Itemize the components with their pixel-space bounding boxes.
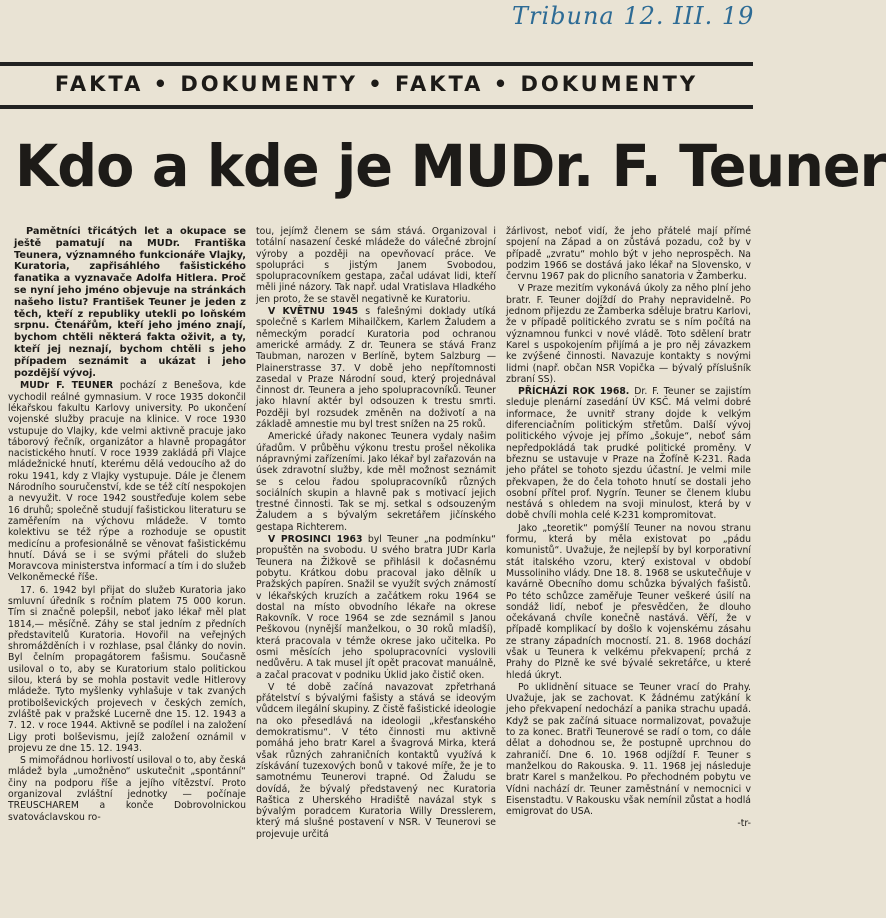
article-headline: Kdo a kde je MUDr. F. Teuner bbox=[15, 132, 886, 200]
paragraph: Americké úřady nakonec Teunera vydaly našim úřadům. V průběhu výkonu trestu prošel několika nápravnými zařízeními. Jako lékař byl zařazován na úsek zdravotní služby, kde měl možnost seznámit se s celou řadou spolupracovníků různých sociálních skupin a hlavně pak s motivací jejich trestné činnosti. Tak se mj. setkal s odsouzeným Žaludem a s bývalým sekretářem jičínského gestapa Richterem. bbox=[256, 431, 496, 533]
section-banner: FAKTA • DOKUMENTY • FAKTA • DOKUMENTY bbox=[54, 72, 699, 96]
paragraph: S mimořádnou horlivostí usiloval o to, aby česká mládež byla „umožněno“ uskutečnit „spontánní“ činy na podporu říše a jejího vítězství. Proto organizoval zvláštní jednotky — počínaje TREUSCHAREM a konče Dobrovolnickou svatováclavskou ro- bbox=[8, 755, 246, 823]
rule-top bbox=[0, 62, 753, 66]
subheading: V PROSINCI 1963 bbox=[268, 534, 363, 546]
paragraph: V Praze mezitím vykonává úkoly za něho plní jeho bratr. F. Teuner dojíždí do Prahy nepravidelně. Po jednom přijezdu ze Žamberka sděluje bratru Karlovi, že v případě politického zvratu se s ním počítá na významnou funkci v nové vládě. Toto sdělení bratr Karel s uspokojením přijímá a je pro něj závazkem ke zvýšené činnosti. Navazuje kontakty s novými lidmi (např. občan NSR Vopička — bývalý příslušník zbraní SS). bbox=[506, 283, 751, 385]
paragraph-lead: MUDr F. TEUNER bbox=[20, 380, 114, 392]
paragraph bbox=[8, 380, 246, 583]
paragraph: žárlivost, neboť vidí, že jeho přátelé mají přímé spojení na Západ a on zůstává pozadu, což by v případě „zvratu“ mohlo být v jeho neprospěch. Na podzim 1966 se dostává jako lékař na Slovensko, v červnu 1967 pak do plicního sanatoria v Žamberku. bbox=[506, 226, 751, 283]
article-intro bbox=[8, 226, 246, 379]
subheading: V KVĚTNU 1945 bbox=[268, 306, 359, 318]
paragraph: tou, jejímž členem se sám stává. Organizoval i totální nasazení české mládeže do válečné zbrojní výroby a později na opevňovací práce. Ve spolupráci s jistým Janem Svobodou, spolupracovníkem gestapa, začal udávat lidi, kteří měli jiné názory. Tak např. udal Vratislava Hladkého jen proto, že se stavěl negativně ke Kuratoriu. bbox=[256, 226, 496, 305]
article-column-2 bbox=[256, 226, 496, 916]
subheading: PŘÍCHÁZÍ ROK 1968. bbox=[518, 386, 630, 398]
paragraph bbox=[256, 534, 496, 681]
article-column-1 bbox=[8, 226, 246, 916]
paragraph: Jako „teoretik“ pomýšlí Teuner na novou stranu formu, která by měla existovat po „pádu komunistů“. Uvažuje, že nejlepší by byl korporativní stát italského vzoru, který existoval v období Mussoliniho vlády. Dne 18. 8. 1968 se uskutečňuje v kavárně Obecního domu schůzka bývalých fašistů. Po této schůzce zaměřuje Teuner veškeré úsilí na sondáž lidí, neboť je přesvědčen, že dlouho očekávaná chvíle konečně nastává. Věří, že v případě komplikací by došlo k vojenskému zásahu ze strany západních mocností. 21. 8. 1968 dochází však u Teunera k velkému překvapení; prchá z Prahy do Plzně ke své bývalé sekretářce, u které hledá úkryt. bbox=[506, 522, 751, 681]
paragraph: 17. 6. 1942 byl přijat do služeb Kuratoria jako smluvní úředník s ročním platem 75 000 korun. Tím si značně polepšil, neboť jako lékař měl plat 1814,— měsíčně. Záhy se stal jedním z předních představitelů Kuratoria. Hovořil na veřejných shromážděních i v rozhlase, psal články do novin. Byl čelním propagátorem fašismu. Současně usiloval o to, aby se Kuratorium stalo politickou silou, která by se mohla postavit vedle Hitlerovy mládeže. Tyto myšlenky vyhlašuje v tak zvaných protibolševických projevech v českých zemích, zvláště pak v pražské Lucerně dne 15. 12. 1943 a 7. 12. v roce 1944. Aktivně se podílel i na založení Ligy proti bolševismu, jejíž založení oznámil v projevu ze dne 15. 12. 1943. bbox=[8, 584, 246, 754]
paragraph bbox=[256, 306, 496, 430]
paragraph-text: pochází z Benešova, kde vychodil reálné gymnasium. V roce 1935 dokončil lékařskou fakultu Karlovy university. Po ukončení vojenské služby pracuje na klinice. V roce 1930 vstupuje do Vlajky, kde velmi aktivně pracuje jako táborový řečník, organizátor a hlavně propagátor nacistického hnutí. V roce 1939 zakládá při Vlajce mládežnické hnutí, kterému dělá vedoucího až do roku 1941, kdy z Vlajky vystupuje. Dále je členem Národního souručenství, kde se též cítí nespokojen a nevyužit. V roce 1942 soustřeďuje kolem sebe 16 druhů; společně studují fašistickou literaturu se zaměřením na výchovu mládeže. V tomto kolektivu se též rýpe a rozhoduje se opustit medicínu a profesionálně se věnovat fašistickému hnutí. Dává se i se svými přáteli do služeb Moravcova ministerstva informací a tím i do služeb Velkoněmecké říše. bbox=[8, 380, 246, 584]
paragraph-text: s falešnými doklady utíká společně s Karlem Mihailčkem, Karlem Žaludem a německým poradcí Kuratoria pod ochranou americké armády. Z dr. Teunera se stává Franz Taubman, narozen v Berlíně, bytem Salzburg — Plainerstrasse 37. V době jeho nepřítomnosti zasedal v Praze Národní soud, který projednával činnost dr. Teunera a jeho spolupracovníků. Teuner jako hlavní aktér byl odsouzen k trestu smrti. Později byl rozsudek změněn na doživotí a na základě amnestie mu byl trest snížen na 25 roků. bbox=[256, 306, 496, 431]
rule-mid bbox=[0, 105, 753, 109]
author-signature: -tr- bbox=[737, 818, 751, 830]
paragraph: V té době začíná navazovat zpřetrhaná přátelství s bývalými fašisty a stává se ideovým vůdcem ilegální skupiny. Z čistě fašistické ideologie na oko přesedlává na ideologii „křesťanského demokratismu“. V této činnosti mu aktivně pomáhá jeho bratr Karel a švagrová Mirka, která však různých zahraničních kontaktů využívá k získávání tuzexových bonů v takové míře, že je to samotnému Teunerovi trapné. Od Žaludu se dovídá, že bývalý představený nec Kuratoria Raštica z Uherského Hradiště navázal styk s bývalým poradcem Kuratoria Willy Dresslerem, který má slušné postavení v NSR. V Teunerovi se projevuje určitá bbox=[256, 681, 496, 840]
paragraph-text: byl Teuner „na podmínku“ propuštěn na svobodu. U svého bratra JUDr Karla Teunera na Žižkově se přihlásil k dočasnému pobytu. Krátkou dobu pracoval jako dělník u Pražských papíren. Snažil se využít svých známostí v lékařských kruzích a začátkem roku 1964 se dostal na místo obvodního lékaře na okrese Rakovník. V roce 1964 se zde seznámil s Janou Peškovou (nynější manželkou, o 30 roků mladší), která pracovala v témže okrese jako učitelka. Po osmi měsících jeho spolupracovníci vyslovili nedůvěru. A tak musel jít opět pracovat manuálně, a začal pracovat v podniku Úklid jako čistič oken. bbox=[256, 534, 496, 681]
article-column-3 bbox=[506, 226, 751, 916]
paragraph bbox=[506, 386, 751, 522]
handwritten-note: Tribuna 12. III. 19 bbox=[512, 2, 755, 30]
paragraph: Po uklidnění situace se Teuner vrací do Prahy. Uvažuje, jak se zachovat. K žádnému zatýkání k jeho překvapení nedochází a panika strachu upadá. Když se pak začíná situace normalizovat, považuje to za konec. Bratři Teunerové se radí o tom, co dále dělat a dohodnou se, že postupně uprchnou do zahraničí. Dne 6. 10. 1968 odjíždí F. Teuner s manželkou do Rakouska. 9. 11. 1968 jej následuje bratr Karel s manželkou. Po přechodném pobytu ve Vídni nachází dr. Teuner zaměstnání v nemocnici v Eisenstadtu. V Rakousku však nemínil zůstat a hodlá emigrovat do USA. bbox=[506, 681, 751, 818]
intro-paragraph: Pamětníci třicátých let a okupace se ještě pamatují na MUDr. Františka Teunera, významného funkcionáře Vlajky, Kuratoria, zapřisáhlého fašistického fanatika a vyznavače Adolfa Hitlera. Proč se nyní jeho jméno objevuje na stránkách našeho listu? František Teuner je jeden z těch, kteří z republiky utekli po loňském srpnu. Čtenářům, kteří jeho jméno znají, bychom chtěli některá fakta oživit, a ty, kteří jej neznají, bychom chtěli s jeho případem seznámit a ukázat i jeho pozdější vývoj. bbox=[14, 226, 246, 379]
paragraph-text: Dr. F. Teuner se zajistím sleduje plenární zasedání ÚV KSČ. Má velmi dobré informace, že uvnitř strany dojde k velkým diferenciačním politickým střetům. Další vývoj politického vývoje jej přímo „šokuje“, neboť sám nepředpokládá tak prudké politické proměny. V březnu se ustavuje v Praze na Žofíně K-231. Řada jeho přátel se tohoto sjezdu účastní. Je velmi mile překvapen, že do čela tohoto hnutí se dostali jeho osobní přítel prof. Nygrín. Teuner se členem klubu nestává s ohledem na svoji minulost, která by v době chvíli mohla celé K-231 kompromitovat. bbox=[506, 386, 751, 522]
